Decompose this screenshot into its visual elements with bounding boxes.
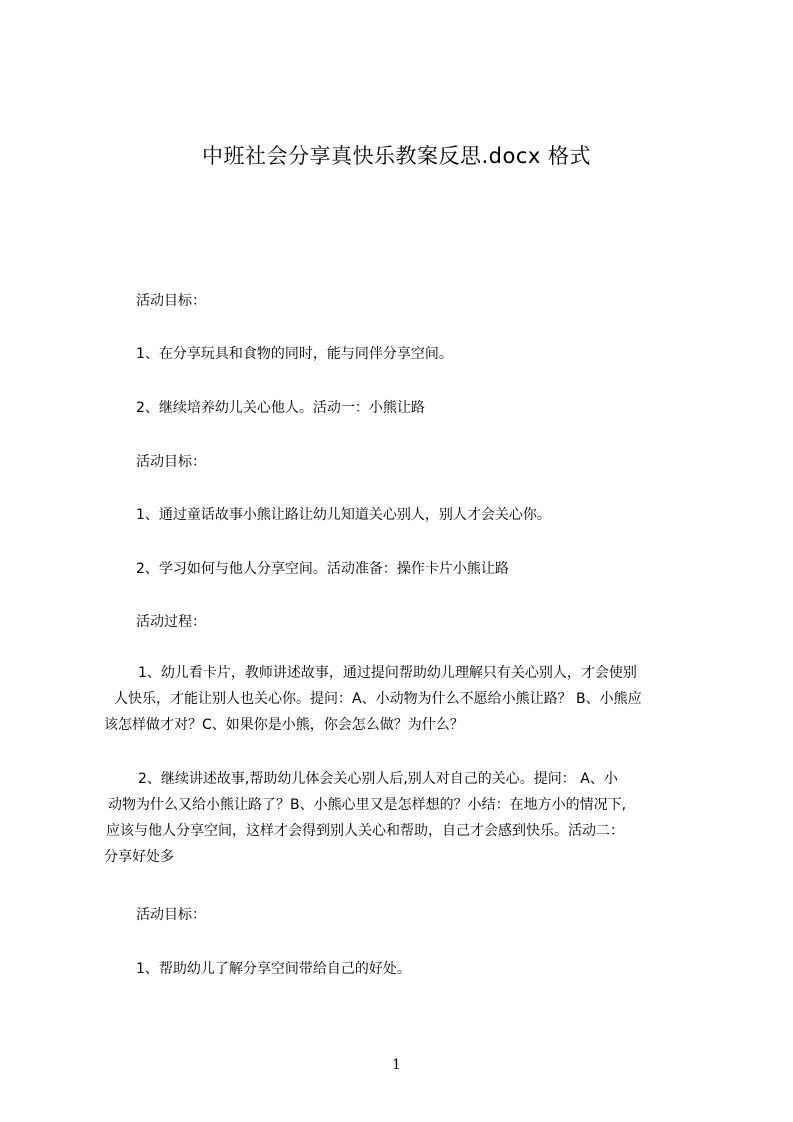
paragraph-process-step-2 bbox=[104, 766, 714, 870]
process-step-2-line: 2、继续讲述故事,帮助幼儿体会关心别人后,别人对自己的关心。提问： A、小 bbox=[138, 771, 618, 787]
paragraph-activity-goals-heading-3: 活动目标： bbox=[136, 907, 206, 923]
paragraph-goal-2: 2、继续培养幼儿关心他人。活动一：小熊让路 bbox=[136, 400, 425, 416]
paragraph-activity1-goal-1: 1、通过童话故事小熊让路让幼儿知道关心别人，别人才会关心你。 bbox=[136, 507, 551, 523]
paragraph-activity1-goal-2: 2、学习如何与他人分享空间。活动准备：操作卡片小熊让路 bbox=[136, 561, 509, 577]
paragraph-goal-1: 1、在分享玩具和食物的同时，能与同伴分享空间。 bbox=[136, 346, 453, 362]
paragraph-process-step-1 bbox=[104, 660, 714, 738]
process-step-1-line: 1、幼儿看卡片，教师讲述故事，通过提问帮助幼儿理解只有关心别人，才会使别 bbox=[138, 665, 637, 681]
process-step-1-line: 人快乐，才能让别人也关心你。提问：A、小动物为什么不愿给小熊让路？ B、小熊应 bbox=[114, 691, 642, 707]
paragraph-activity-goals-heading: 活动目标： bbox=[136, 293, 206, 309]
process-step-2-line: 应该与他人分享空间，这样才会得到别人关心和帮助，自己才会感到快乐。活动二： bbox=[106, 823, 624, 839]
page-number: 1 bbox=[392, 1057, 401, 1073]
document-title: 中班社会分享真快乐教案反思.docx 格式 bbox=[201, 144, 591, 168]
paragraph-activity-goals-heading-2: 活动目标： bbox=[136, 454, 206, 470]
process-step-2-line: 分享好处多 bbox=[104, 849, 174, 865]
paragraph-activity2-goal-1: 1、帮助幼儿了解分享空间带给自己的好处。 bbox=[136, 961, 411, 977]
process-step-2-line: 动物为什么又给小熊让路了？B、小熊心里又是怎样想的？小结：在地方小的情况下, bbox=[108, 797, 627, 813]
paragraph-activity-process-heading: 活动过程： bbox=[136, 614, 206, 630]
process-step-1-line: 该怎样做才对？C、如果你是小熊，你会怎么做？为什么？ bbox=[104, 717, 464, 733]
